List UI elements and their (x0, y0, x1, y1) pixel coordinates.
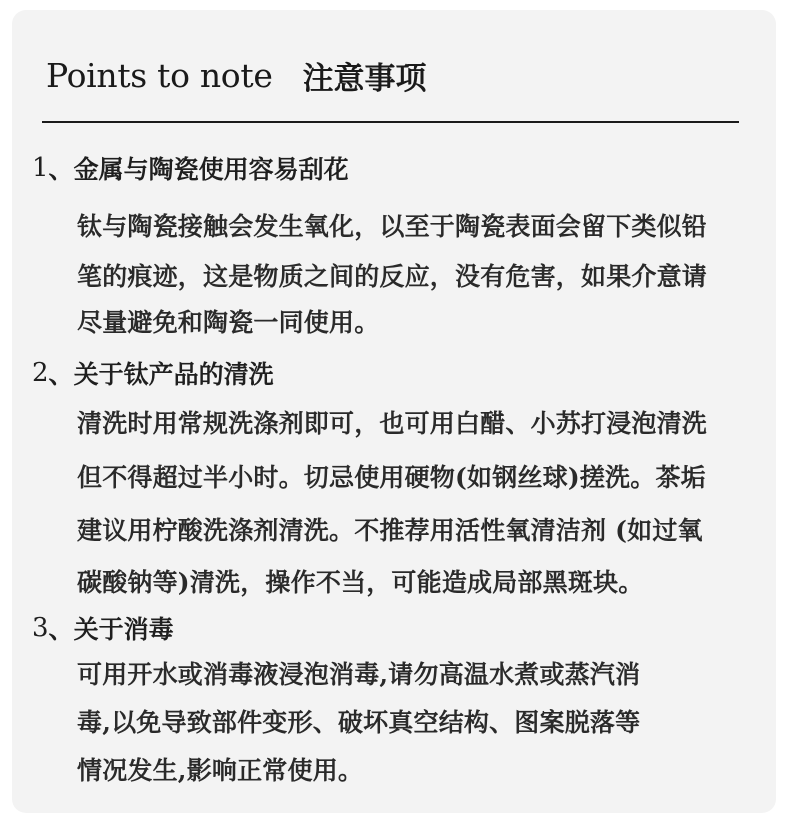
section-1-heading (32, 151, 349, 185)
section-3-separator: 、 (48, 615, 74, 644)
section-2-title: 关于钛产品的清洗 (73, 360, 274, 389)
section-2-line-4: 碳酸钠等)清洗，操作不当，可能造成局部黑斑块。 (77, 568, 644, 597)
section-1-title: 金属与陶瓷使用容易刮花 (73, 155, 349, 184)
title-english: Points to note (46, 55, 273, 95)
section-3-line-2: 毒,以免导致部件变形、破坏真空结构、图案脱落等 (77, 708, 641, 737)
section-2-line-1: 清洗时用常规洗涤剂即可，也可用白醋、小苏打浸泡清洗 (77, 409, 708, 438)
section-3-line-3: 情况发生,影响正常使用。 (77, 756, 364, 785)
section-1-line-2: 笔的痕迹，这是物质之间的反应，没有危害，如果介意请 (77, 262, 708, 291)
section-3-number: 3 (32, 613, 49, 643)
section-1-separator: 、 (48, 155, 74, 184)
title-chinese: 注意事项 (302, 60, 427, 97)
section-3-line-1: 可用开水或消毒液浸泡消毒,请勿高温水煮或蒸汽消 (77, 660, 641, 689)
section-1-line-3: 尽量避免和陶瓷一同使用。 (77, 308, 380, 337)
section-1-number: 1 (32, 153, 49, 183)
section-2-separator: 、 (48, 360, 74, 389)
section-2-line-3: 建议用柠酸洗涤剂清洗。不推荐用活性氧清洁剂 (如过氧 (77, 516, 703, 545)
title-divider (42, 121, 739, 123)
section-2-heading (32, 356, 274, 390)
section-1-line-1: 钛与陶瓷接触会发生氧化，以至于陶瓷表面会留下类似铅 (77, 212, 708, 241)
section-3-title: 关于消毒 (73, 615, 174, 644)
section-2-number: 2 (32, 358, 49, 388)
page-title (46, 50, 427, 100)
section-3-heading (32, 611, 174, 645)
section-2-line-2: 但不得超过半小时。切忌使用硬物(如钢丝球)搓洗。茶垢 (77, 463, 706, 492)
